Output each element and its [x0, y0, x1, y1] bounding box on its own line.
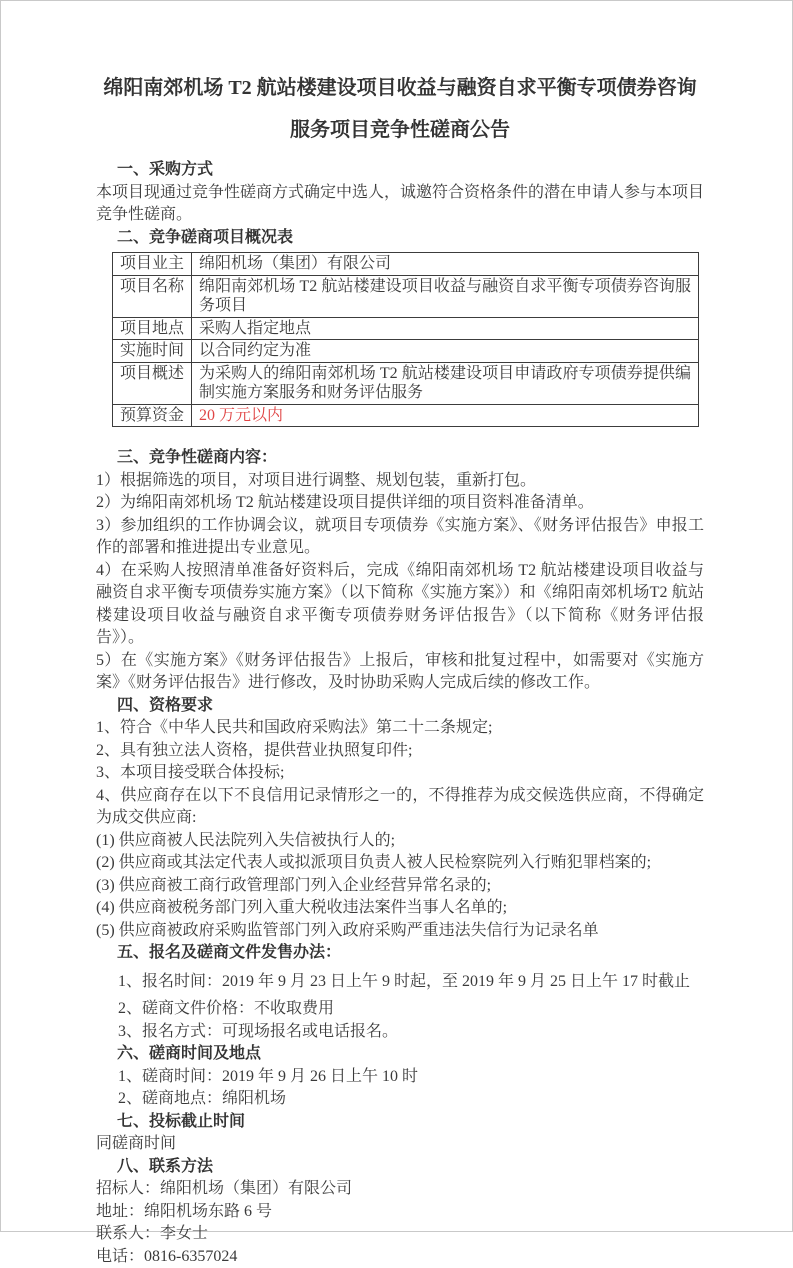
section-6-heading: 六、磋商时间及地点	[96, 1043, 704, 1066]
registration-item: 3、报名方式：可现场报名或电话报名。	[96, 1021, 704, 1044]
row-value: 绵阳南郊机场 T2 航站楼建设项目收益与融资自求平衡专项债券咨询服务项目	[192, 275, 699, 317]
consultation-item: 1）根据筛选的项目，对项目进行调整、规划包装，重新打包。	[96, 470, 704, 493]
consultation-item: 4）在采购人按照清单准备好资料后，完成《绵阳南郊机场 T2 航站楼建设项目收益与融资自求平衡专项债券实施方案》（以下简称《实施方案》）和《绵阳南郊机场T2 航站楼建设项目收益与融资自求平衡专项债券财务评估报告》（以下简称《财务评估报告》）。	[96, 560, 704, 650]
section-1-body: 本项目现通过竞争性磋商方式确定中选人，诚邀符合资格条件的潜在申请人参与本项目竞争性磋商。	[96, 182, 704, 227]
table-row-owner	[113, 253, 699, 276]
row-label: 项目名称	[113, 275, 192, 317]
title-line-2: 服务项目竞争性磋商公告	[96, 109, 704, 151]
table-row-name	[113, 275, 699, 317]
table-row-location	[113, 317, 699, 340]
project-overview-table	[112, 252, 699, 427]
contact-line-address: 地址：绵阳机场东路 6 号	[96, 1201, 704, 1224]
registration-item: 1、报名时间：2019 年 9 月 23 日上午 9 时起，至 2019 年 9 月 25 日上午 17 时截止	[96, 971, 704, 994]
consultation-item: 3）参加组织的工作协调会议，就项目专项债券《实施方案》、《财务评估报告》申报工作的部署和推进提出专业意见。	[96, 515, 704, 560]
meeting-item: 2、磋商地点：绵阳机场	[96, 1088, 704, 1111]
section-3-heading: 三、竞争性磋商内容：	[96, 447, 704, 470]
deadline-body: 同磋商时间	[96, 1133, 704, 1156]
qualification-item: 4、供应商存在以下不良信用记录情形之一的，不得推荐为成交候选供应商，不得确定为成交供应商:	[96, 785, 704, 830]
row-value: 采购人指定地点	[192, 317, 699, 340]
bad-credit-item: (5) 供应商被政府采购监管部门列入政府采购严重违法失信行为记录名单	[96, 920, 704, 943]
row-value: 为采购人的绵阳南郊机场 T2 航站楼建设项目申请政府专项债券提供编制实施方案服务和财务评估服务	[192, 362, 699, 404]
row-label: 预算资金	[113, 404, 192, 427]
registration-item: 2、磋商文件价格：不收取费用	[96, 998, 704, 1021]
bad-credit-item: (1) 供应商被人民法院列入失信被执行人的;	[96, 830, 704, 853]
contact-line-phone: 电话：0816-6357024	[96, 1246, 704, 1268]
title-line-1: 绵阳南郊机场 T2 航站楼建设项目收益与融资自求平衡专项债券咨询	[96, 67, 704, 109]
section-1-heading: 一、采购方式	[96, 159, 704, 182]
document-title	[96, 67, 704, 151]
budget-value: 20 万元以内	[192, 404, 699, 427]
contact-line-person: 联系人：李女士	[96, 1223, 704, 1246]
row-label: 项目地点	[113, 317, 192, 340]
section-4-heading: 四、资格要求	[96, 695, 704, 718]
bad-credit-item: (4) 供应商被税务部门列入重大税收违法案件当事人名单的;	[96, 897, 704, 920]
consultation-item: 5）在《实施方案》《财务评估报告》上报后，审核和批复过程中，如需要对《实施方案》《财务评估报告》进行修改，及时协助采购人完成后续的修改工作。	[96, 650, 704, 695]
bad-credit-item: (2) 供应商或其法定代表人或拟派项目负责人被人民检察院列入行贿犯罪档案的;	[96, 852, 704, 875]
section-8-heading: 八、联系方法	[96, 1156, 704, 1179]
qualification-item: 1、符合《中华人民共和国政府采购法》第二十二条规定;	[96, 717, 704, 740]
contact-line-tenderer: 招标人：绵阳机场（集团）有限公司	[96, 1178, 704, 1201]
row-value: 以合同约定为准	[192, 340, 699, 363]
qualification-item: 2、具有独立法人资格，提供营业执照复印件;	[96, 740, 704, 763]
row-value: 绵阳机场（集团）有限公司	[192, 253, 699, 276]
section-5-heading: 五、报名及磋商文件发售办法：	[96, 942, 704, 965]
qualification-item: 3、本项目接受联合体投标;	[96, 762, 704, 785]
bad-credit-item: (3) 供应商被工商行政管理部门列入企业经营异常名录的;	[96, 875, 704, 898]
row-label: 项目概述	[113, 362, 192, 404]
table-row-budget	[113, 404, 699, 427]
row-label: 项目业主	[113, 253, 192, 276]
meeting-item: 1、磋商时间：2019 年 9 月 26 日上午 10 时	[96, 1066, 704, 1089]
consultation-item: 2）为绵阳南郊机场 T2 航站楼建设项目提供详细的项目资料准备清单。	[96, 492, 704, 515]
section-2-heading: 二、竞争磋商项目概况表	[96, 227, 704, 250]
table-row-schedule	[113, 340, 699, 363]
row-label: 实施时间	[113, 340, 192, 363]
section-7-heading: 七、投标截止时间	[96, 1111, 704, 1134]
table-row-summary	[113, 362, 699, 404]
